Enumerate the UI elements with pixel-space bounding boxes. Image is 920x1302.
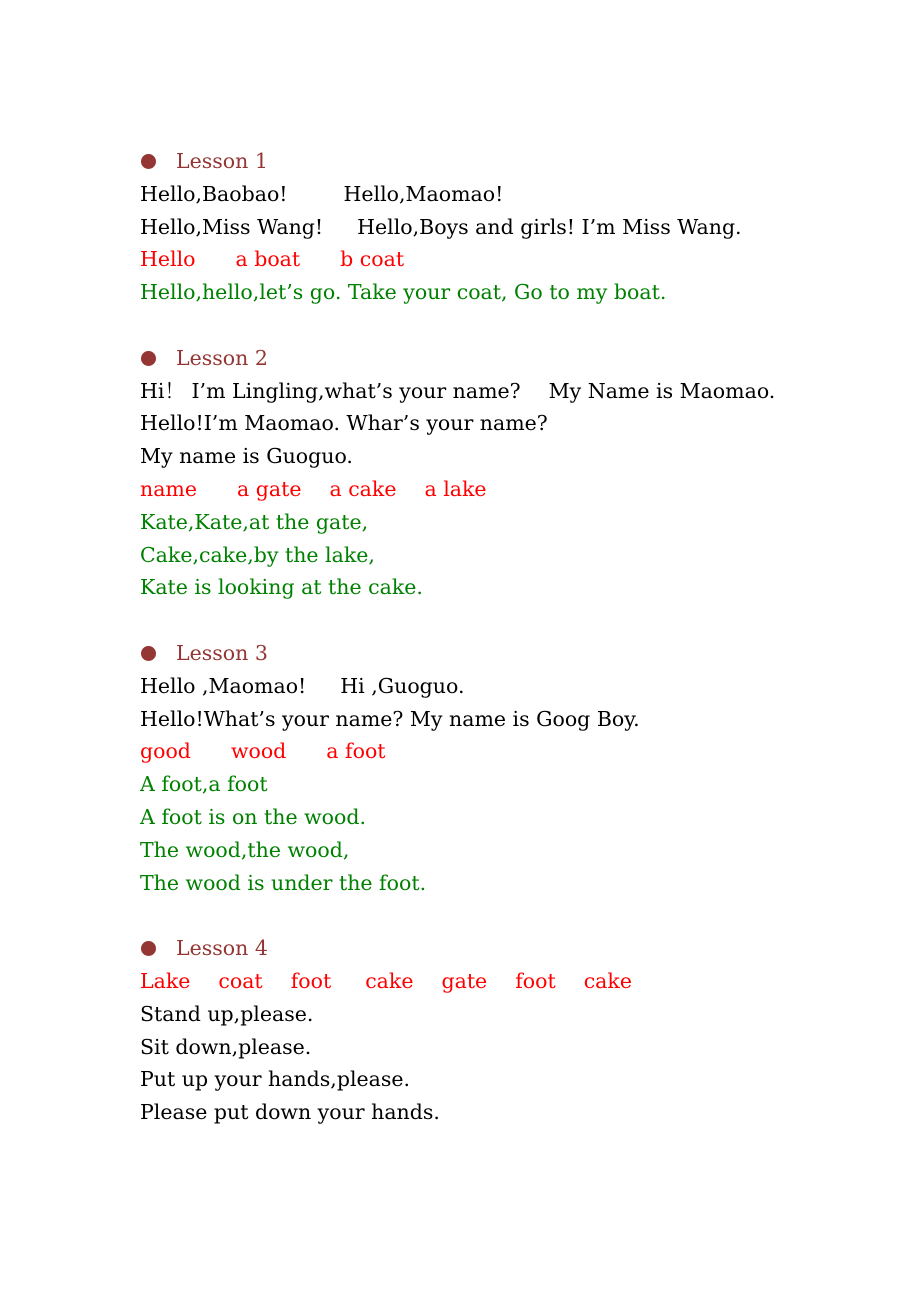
vocab-word: good	[140, 739, 191, 764]
bullet-icon	[141, 941, 156, 956]
vocab-word: coat	[218, 968, 263, 993]
dialogue-text: Hello ,Maomao!	[140, 673, 307, 698]
dialogue-line: Sit down,please.	[140, 1034, 312, 1059]
dialogue-line: Please put down your hands.	[140, 1100, 440, 1125]
lesson-title: Lesson 4	[176, 936, 268, 961]
chant-line: Cake,cake,by the lake,	[140, 542, 375, 567]
vocabulary-line	[140, 243, 880, 276]
dialogue-line	[140, 375, 880, 408]
dialogue-line: Stand up,please.	[140, 1001, 314, 1026]
dialogue-line: My name is Guoguo.	[140, 444, 353, 469]
dialogue-text: Hello,Baobao!	[140, 181, 288, 206]
lesson-title: Lesson 2	[176, 345, 268, 370]
lesson-2-heading	[140, 342, 880, 375]
dialogue-text: Hello,Boys and girls! I’m Miss Wang.	[357, 214, 742, 239]
chant-line: Hello,hello,let’s go. Take your coat, Go to my boat.	[140, 280, 667, 305]
dialogue-text: Hi ,Guoguo.	[340, 673, 465, 698]
chant-line: Kate,Kate,at the gate,	[140, 509, 369, 534]
lesson-1-heading	[140, 145, 880, 178]
vocabulary-line	[140, 473, 880, 506]
vocab-word: foot	[290, 968, 332, 993]
lesson-3-heading	[140, 637, 880, 670]
bullet-icon	[141, 646, 156, 661]
vocab-word: wood	[230, 739, 287, 764]
vocab-word: a gate	[237, 476, 302, 501]
chant-line: The wood,the wood,	[140, 837, 350, 862]
dialogue-text: Hi！ I’m Lingling,what’s your name?	[140, 378, 521, 403]
dialogue-text: My Name is Maomao.	[548, 378, 776, 403]
vocabulary-line	[140, 735, 880, 768]
vocab-word: a lake	[424, 476, 487, 501]
lesson-title: Lesson 1	[176, 149, 268, 173]
vocab-word: name	[140, 476, 197, 501]
bullet-icon	[141, 351, 156, 366]
chant-line: A foot is on the wood.	[140, 804, 366, 829]
vocab-word: Lake	[140, 968, 191, 993]
vocab-word: cake	[365, 968, 414, 993]
chant-line: A foot,a foot	[140, 772, 268, 797]
dialogue-line: Hello!I’m Maomao. Whar’s your name?	[140, 411, 548, 436]
vocab-word: gate	[441, 968, 488, 993]
dialogue-line	[140, 178, 880, 211]
vocab-word: Hello	[140, 247, 196, 272]
dialogue-text: Hello,Maomao!	[343, 181, 504, 206]
chant-line: The wood is under the foot.	[140, 870, 427, 895]
document-page	[140, 145, 880, 1129]
dialogue-line	[140, 670, 880, 703]
vocab-word: a foot	[326, 739, 386, 764]
vocab-word: a cake	[329, 476, 397, 501]
lesson-title: Lesson 3	[176, 640, 268, 665]
vocab-word: a boat	[235, 247, 301, 272]
vocab-word: foot	[515, 968, 556, 993]
dialogue-line	[140, 211, 880, 244]
lesson-4-heading	[140, 932, 880, 965]
vocab-word: cake	[583, 968, 632, 993]
chant-line: Kate is looking at the cake.	[140, 575, 423, 600]
dialogue-line: Put up your hands,please.	[140, 1067, 411, 1092]
vocab-word: b coat	[340, 247, 405, 272]
bullet-icon	[141, 154, 156, 169]
dialogue-line: Hello!What’s your name? My name is Goog Boy.	[140, 706, 640, 731]
dialogue-text: Hello,Miss Wang!	[140, 214, 324, 239]
vocabulary-line	[140, 965, 880, 998]
